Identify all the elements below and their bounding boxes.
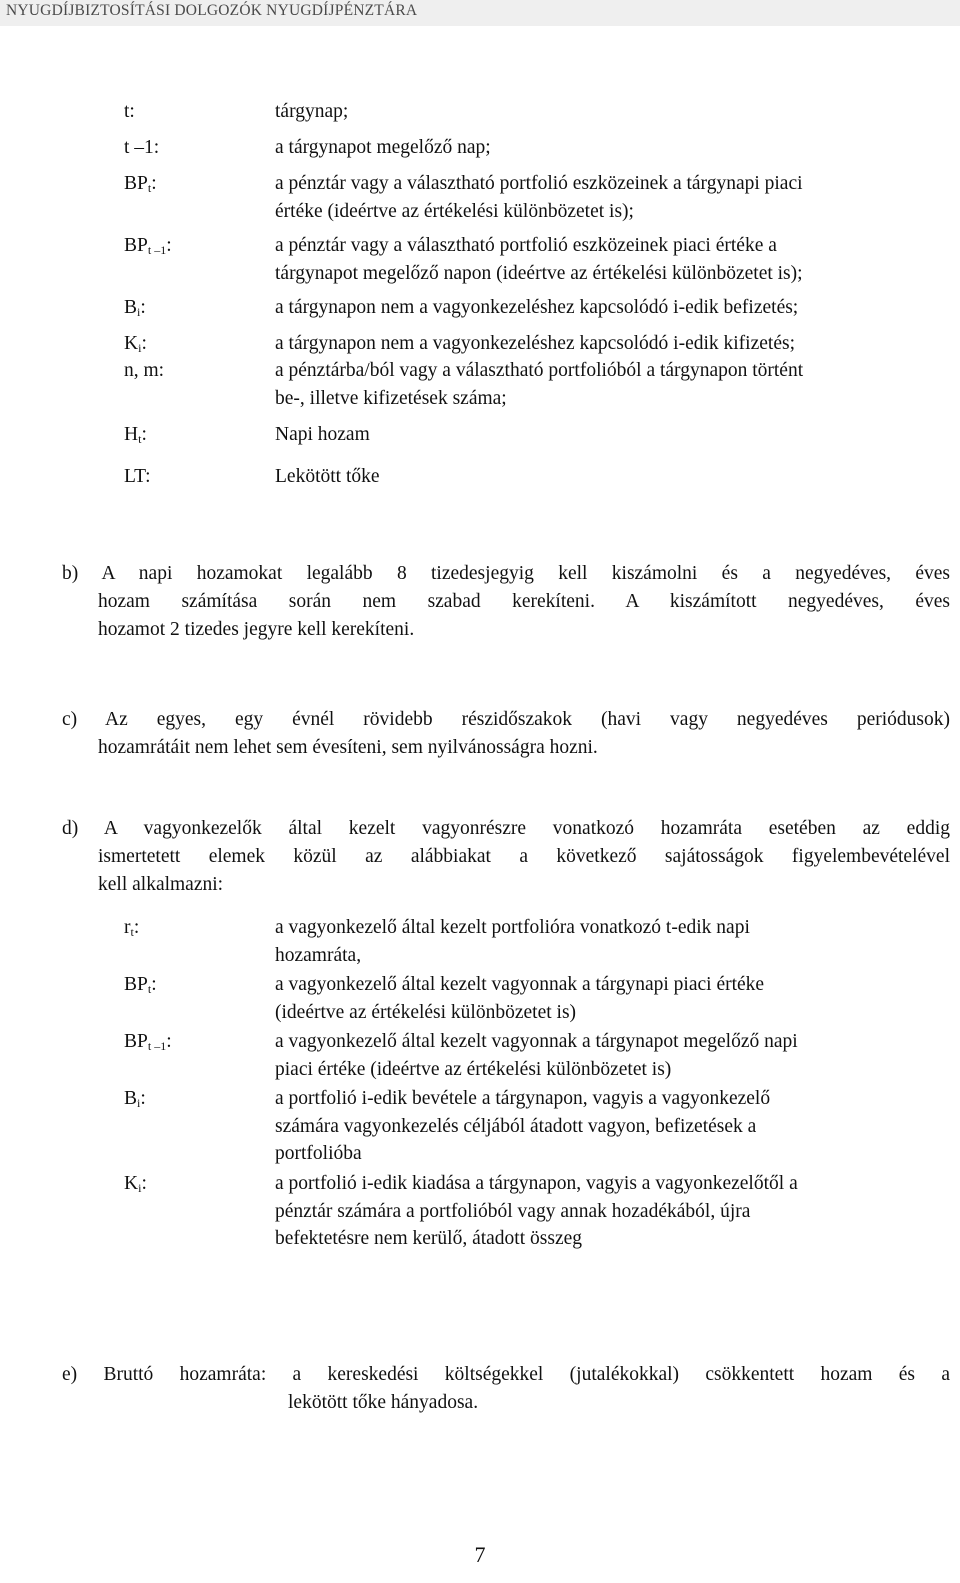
def-label: $BP_{t -1}$: xyxy=(124,235,172,257)
def-label: LT: xyxy=(124,466,151,487)
paragraph-e: e) Bruttó hozamráta: a kereskedési költségekkel (jutalékokkal) csökkentett hozam és a lekötött tőke hányadosa. xyxy=(62,1364,950,1413)
def-text: a vagyonkezelő által kezelt vagyonnak a tárgynapi piaci értéke (ideértve az értékelési különbözetet is) xyxy=(275,974,765,1023)
def-text: a tárgynapot megelőző nap; xyxy=(275,137,491,158)
def-text: a portfolió i-edik bevétele a tárgynapon, vagyis a vagyonkezelő számára vagyonkezelés céljából átadott vagyon, befizetések a portfolióba xyxy=(275,1088,771,1164)
def-label: $BP_t$: xyxy=(124,974,157,996)
def-label: $B_i$: xyxy=(124,297,146,319)
def-text: Napi hozam xyxy=(275,424,370,445)
def-text: a tárgynapon nem a vagyonkezeléshez kapcsolódó i-edik befizetés; xyxy=(275,297,799,318)
def-label: $BP_t$: xyxy=(124,173,157,195)
def-label: $K_i$: xyxy=(124,333,147,355)
def-label: n, m: xyxy=(124,360,165,381)
paragraph-b: b) A napi hozamokat legalább 8 tizedesjegyig kell kiszámolni és a negyedéves, éves hozam számítása során nem szabad kerekíteni. A kiszámított negyedéves, éves hozamot 2 tizedes jegyre kell kerekíteni. xyxy=(62,563,950,640)
paragraph-c: c) Az egyes, egy évnél rövidebb részidőszakok (havi vagy negyedéves periódusok) hozamrátáit nem lehet sem évesíteni, sem nyilvánosságra hozni. xyxy=(62,709,950,758)
def-text: a pénztár vagy a választható portfolió eszközeinek piaci értéke a tárgynapot megelőző napon (ideértve az értékelési különbözetet is); xyxy=(275,235,803,284)
def-label: $B_i$: xyxy=(124,1088,146,1110)
def-text: a vagyonkezelő által kezelt vagyonnak a tárgynapot megelőző napi piaci értéke (ideértve az értékelési különbözetet is) xyxy=(275,1031,798,1080)
def-label: t: xyxy=(124,101,135,122)
def-text: Lekötött tőke xyxy=(275,466,380,487)
def-text: a pénztárba/ból vagy a választható portfolióból a tárgynapon történt be-, illetve kifizetések száma; xyxy=(275,360,804,409)
page-number: 7 xyxy=(474,1542,486,1567)
def-label: t –1: xyxy=(124,137,160,158)
def-label: $BP_{t -1}$: xyxy=(124,1031,172,1053)
def-text: a pénztár vagy a választható portfolió eszközeinek a tárgynapi piaci értéke (ideértve az értékelési különbözetet is); xyxy=(275,173,803,222)
page-header xyxy=(0,0,960,26)
def-label: $H_t$: xyxy=(124,424,147,446)
def-text: tárgynap; xyxy=(275,101,349,122)
def-text: a tárgynapon nem a vagyonkezeléshez kapcsolódó i-edik kifizetés; xyxy=(275,333,795,354)
def-label: $r_t$: xyxy=(124,917,140,939)
def-label: $K_i$: xyxy=(124,1173,147,1195)
paragraph-d: d) A vagyonkezelők által kezelt vagyonrészre vonatkozó hozamráta esetében az eddig ismertetett elemek közül az alábbiakat a következő sajátosságok figyelembevételével kell alkalmazni: xyxy=(62,818,950,895)
header-title: NYUGDÍJBIZTOSÍTÁSI DOLGOZÓK NYUGDÍJPÉNZTÁRA xyxy=(6,2,418,19)
def-text: a portfolió i-edik kiadása a tárgynapon, vagyis a vagyonkezelőtől a pénztár számára a portfolióból vagy annak hozadékából, újra befektetésre nem kerülő, átadott összeg xyxy=(275,1173,798,1249)
def-text: a vagyonkezelő által kezelt portfolióra vonatkozó t-edik napi hozamráta, xyxy=(275,917,750,966)
